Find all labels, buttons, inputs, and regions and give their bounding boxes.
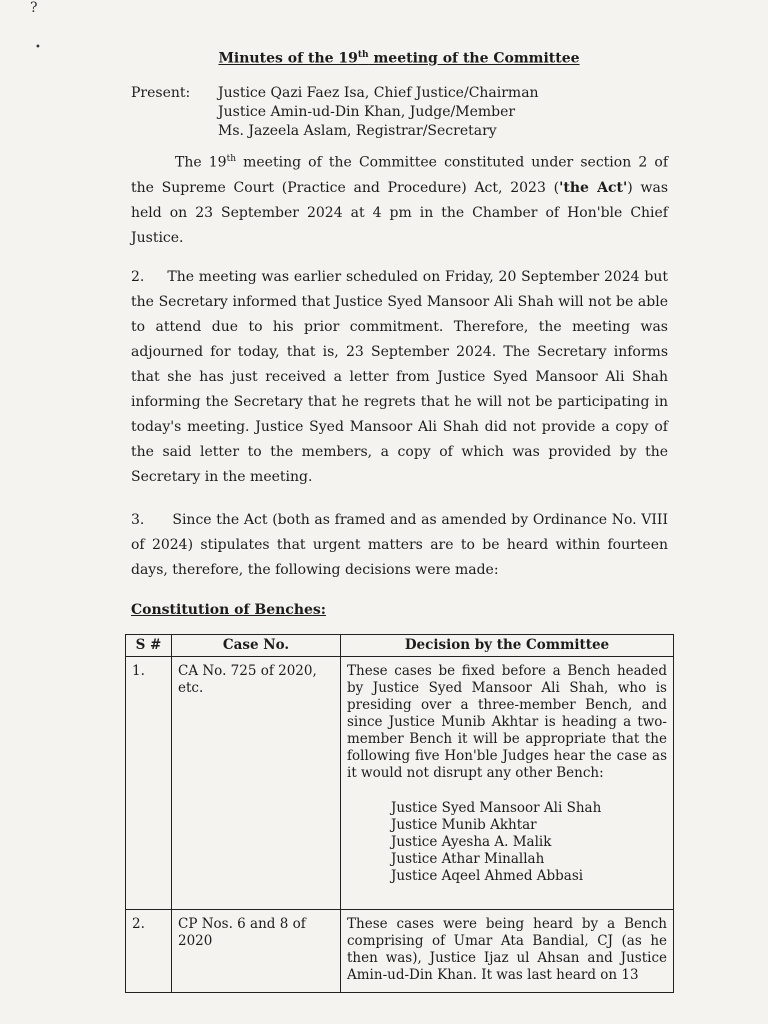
table-header-row [126, 635, 674, 657]
benches-table [125, 634, 674, 993]
ink-dot-mark: • [35, 42, 41, 53]
act-defined-term: 'the Act' [559, 179, 628, 196]
serial-cell: 2. [126, 910, 172, 993]
judge-name: Justice Ayesha A. Malik [391, 834, 552, 850]
decision-cell: These cases were being heard by a Bench comprising of Umar Ata Bandial, CJ (as he then was), Justice Ijaz ul Ahsan and Justice Amin-ud-Din Khan. It was last heard on 13 [341, 910, 674, 993]
decision-text: These cases be fixed before a Bench headed by Justice Syed Mansoor Ali Shah, who is presiding over a three-member Bench, and since Justice Munib Akhtar is heading a two-member Bench it will be appropriate that the following five Hon'ble Judges hear the case as it would not disrupt any other Bench: [347, 663, 667, 781]
decision-cell [341, 657, 674, 910]
pen-scribble-mark: ? [30, 0, 38, 16]
column-header: S # [126, 635, 172, 657]
paragraph-3 [131, 508, 668, 583]
present-member: Justice Qazi Faez Isa, Chief Justice/Chairman [218, 85, 539, 101]
paragraph-1: The 19th meeting of the Committee constituted under section 2 of the Supreme Court (Practice and Procedure) Act, 2023 ('the Act') was held on 23 September 2024 at 4 pm in the Chamber of Hon'ble Chief Justice. [131, 154, 668, 246]
judges-list [347, 800, 667, 885]
present-label: Present: [131, 85, 191, 101]
document-title: Minutes of the 19th meeting of the Committee [218, 50, 580, 67]
section-heading: Constitution of Benches: [131, 602, 326, 618]
column-header: Case No. [172, 635, 341, 657]
judge-name: Justice Athar Minallah [391, 851, 545, 867]
table-row [126, 910, 674, 993]
case-cell: CA No. 725 of 2020, etc. [172, 657, 341, 910]
paragraph-number: 2. [131, 269, 145, 285]
paragraph-number: 3. [131, 512, 145, 528]
paragraph-text: Since the Act (both as framed and as amended by Ordinance No. VIII of 2024) stipulates that urgent matters are to be heard within fourteen days, therefore, the following decisions were made: [131, 512, 668, 578]
paragraph-2 [131, 265, 668, 490]
judge-name: Justice Aqeel Ahmed Abbasi [391, 868, 584, 884]
paragraph-text: The meeting was earlier scheduled on Friday, 20 September 2024 but the Secretary informed that Justice Syed Mansoor Ali Shah will not be able to attend due to his prior commitment. Therefore, the meeting was adjourned for today, that is, 23 September 2024. The Secretary informs that she has just received a letter from Justice Syed Mansoor Ali Shah informing the Secretary that he regrets that he will not be participating in today's meeting. Justice Syed Mansoor Ali Shah did not provide a copy of the said letter to the members, a copy of which was provided by the Secretary in the meeting. [131, 269, 668, 485]
table-row [126, 657, 674, 910]
case-cell: CP Nos. 6 and 8 of 2020 [172, 910, 341, 993]
present-member: Justice Amin-ud-Din Khan, Judge/Member [218, 104, 516, 120]
present-members-list [218, 84, 539, 141]
column-header: Decision by the Committee [341, 635, 674, 657]
judge-name: Justice Syed Mansoor Ali Shah [391, 800, 602, 816]
serial-cell: 1. [126, 657, 172, 910]
present-member: Ms. Jazeela Aslam, Registrar/Secretary [218, 123, 497, 139]
judge-name: Justice Munib Akhtar [391, 817, 537, 833]
